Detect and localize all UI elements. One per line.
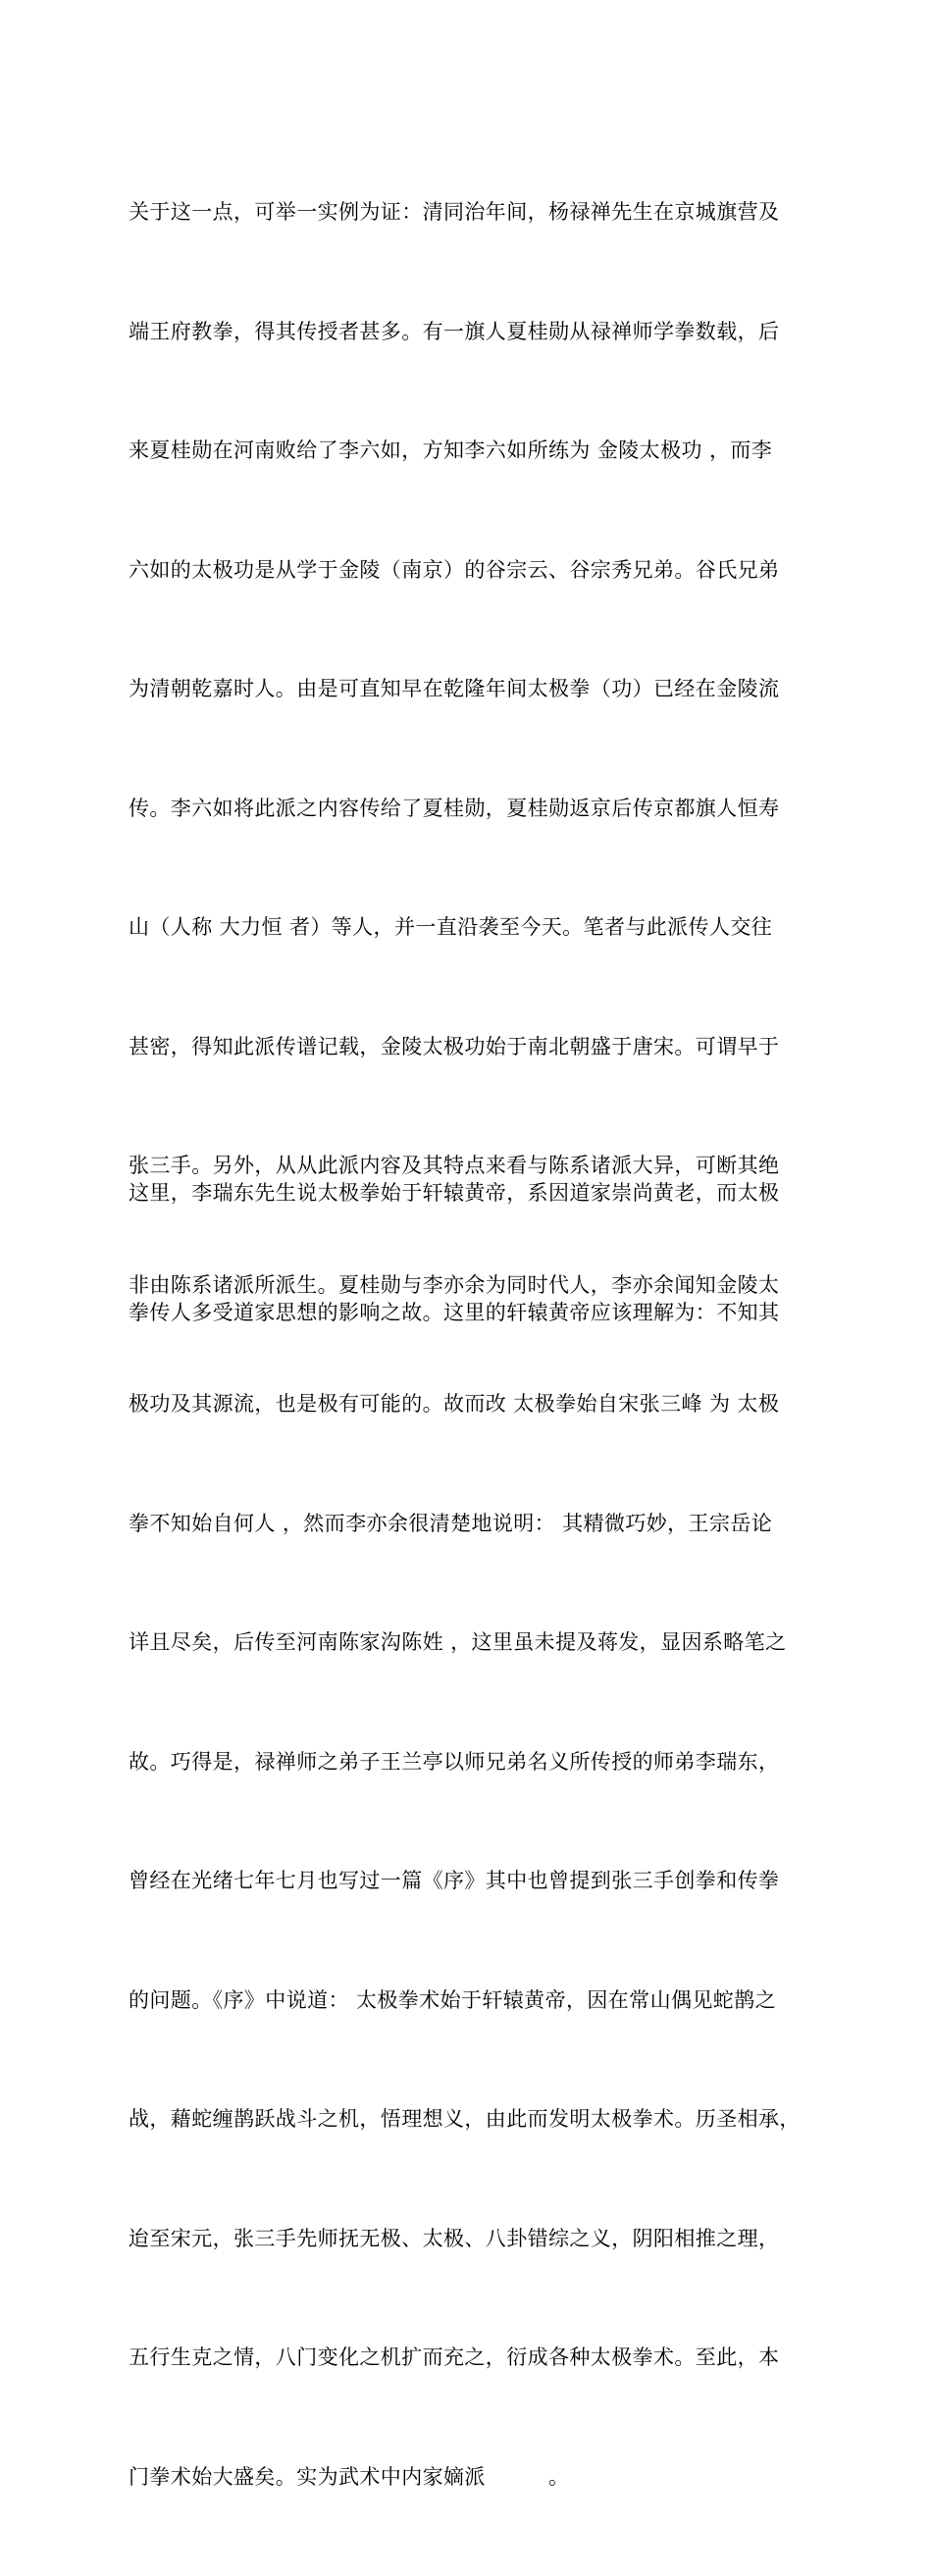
text-line: 的问题。《序》中说道： 太极拳术始于轩辕黄帝，因在常山偶见蛇鹊之	[129, 1987, 776, 2012]
text-line: 门拳术始大盛矣。实为武术中内家嫡派 。	[129, 2464, 570, 2489]
text-line: 详且尽矣，后传至河南陈家沟陈姓 ，这里虽未提及蒋发，显因系略笔之	[129, 1630, 787, 1654]
text-line: 张三手。另外，从从此派内容及其特点来看与陈系诸派大异，可断其绝	[129, 1154, 780, 1177]
text-line: 关于这一点，可举一实例为证：清同治年间，杨禄禅先生在京城旗营及	[129, 200, 780, 224]
text-line: 为清朝乾嘉时人。由是可直知早在乾隆年间太极拳（功）已经在金陵流	[129, 677, 780, 700]
text-line: 拳传人多受道家思想的影响之故。这里的轩辕黄帝应该理解为：不知其	[129, 1300, 780, 1324]
text-line: 迨至宋元，张三手先师抚无极、太极、八卦错综之义，阴阳相推之理，	[129, 2226, 780, 2250]
text-line: 拳不知始自何人 ，然而李亦余很清楚地说明： 其精微巧妙，王宗岳论	[129, 1511, 773, 1535]
text-line: 山（人称 大力恒 者）等人，并一直沿袭至今天。笔者与此派传人交往	[129, 915, 773, 939]
text-line: 故。巧得是，禄禅师之弟子王兰亭以师兄弟名义所传授的师弟李瑞东，	[129, 1749, 780, 1774]
text-line: 战，藉蛇缠鹊跃战斗之机，悟理想义，由此而发明太极拳术。历圣相承，	[129, 2107, 801, 2131]
text-line: 极功及其源流，也是极有可能的。故而改 太极拳始自宋张三峰 为 太极	[129, 1392, 780, 1416]
text-line: 来夏桂勋在河南败给了李六如，方知李六如所练为 金陵太极功 ，而李	[129, 438, 773, 462]
text-line: 传。李六如将此派之内容传给了夏桂勋，夏桂勋返京后传京都旗人恒寿	[129, 796, 780, 820]
text-line: 六如的太极功是从学于金陵（南京）的谷宗云、谷宗秀兄弟。谷氏兄弟	[129, 557, 780, 582]
paragraph-2	[129, 1094, 815, 1412]
text-line: 甚密，得知此派传谱记载，金陵太极功始于南北朝盛于唐宋。可谓早于	[129, 1034, 780, 1058]
text-line: 端王府教拳，得其传授者甚多。有一旗人夏桂勋从禄禅师学拳数载，后	[129, 319, 780, 343]
text-line: 非由陈系诸派所派生。夏桂勋与李亦余为同时代人，李亦余闻知金陵太	[129, 1272, 780, 1297]
text-line: 曾经在光绪七年七月也写过一篇《序》其中也曾提到张三手创拳和传拳	[129, 1869, 780, 1892]
text-line: 这里，李瑞东先生说太极拳始于轩辕黄帝，系因道家崇尚黄老，而太极	[129, 1181, 780, 1205]
text-line: 五行生克之情，八门变化之机扩而充之，衍成各种太极拳术。至此，本	[129, 2345, 780, 2369]
